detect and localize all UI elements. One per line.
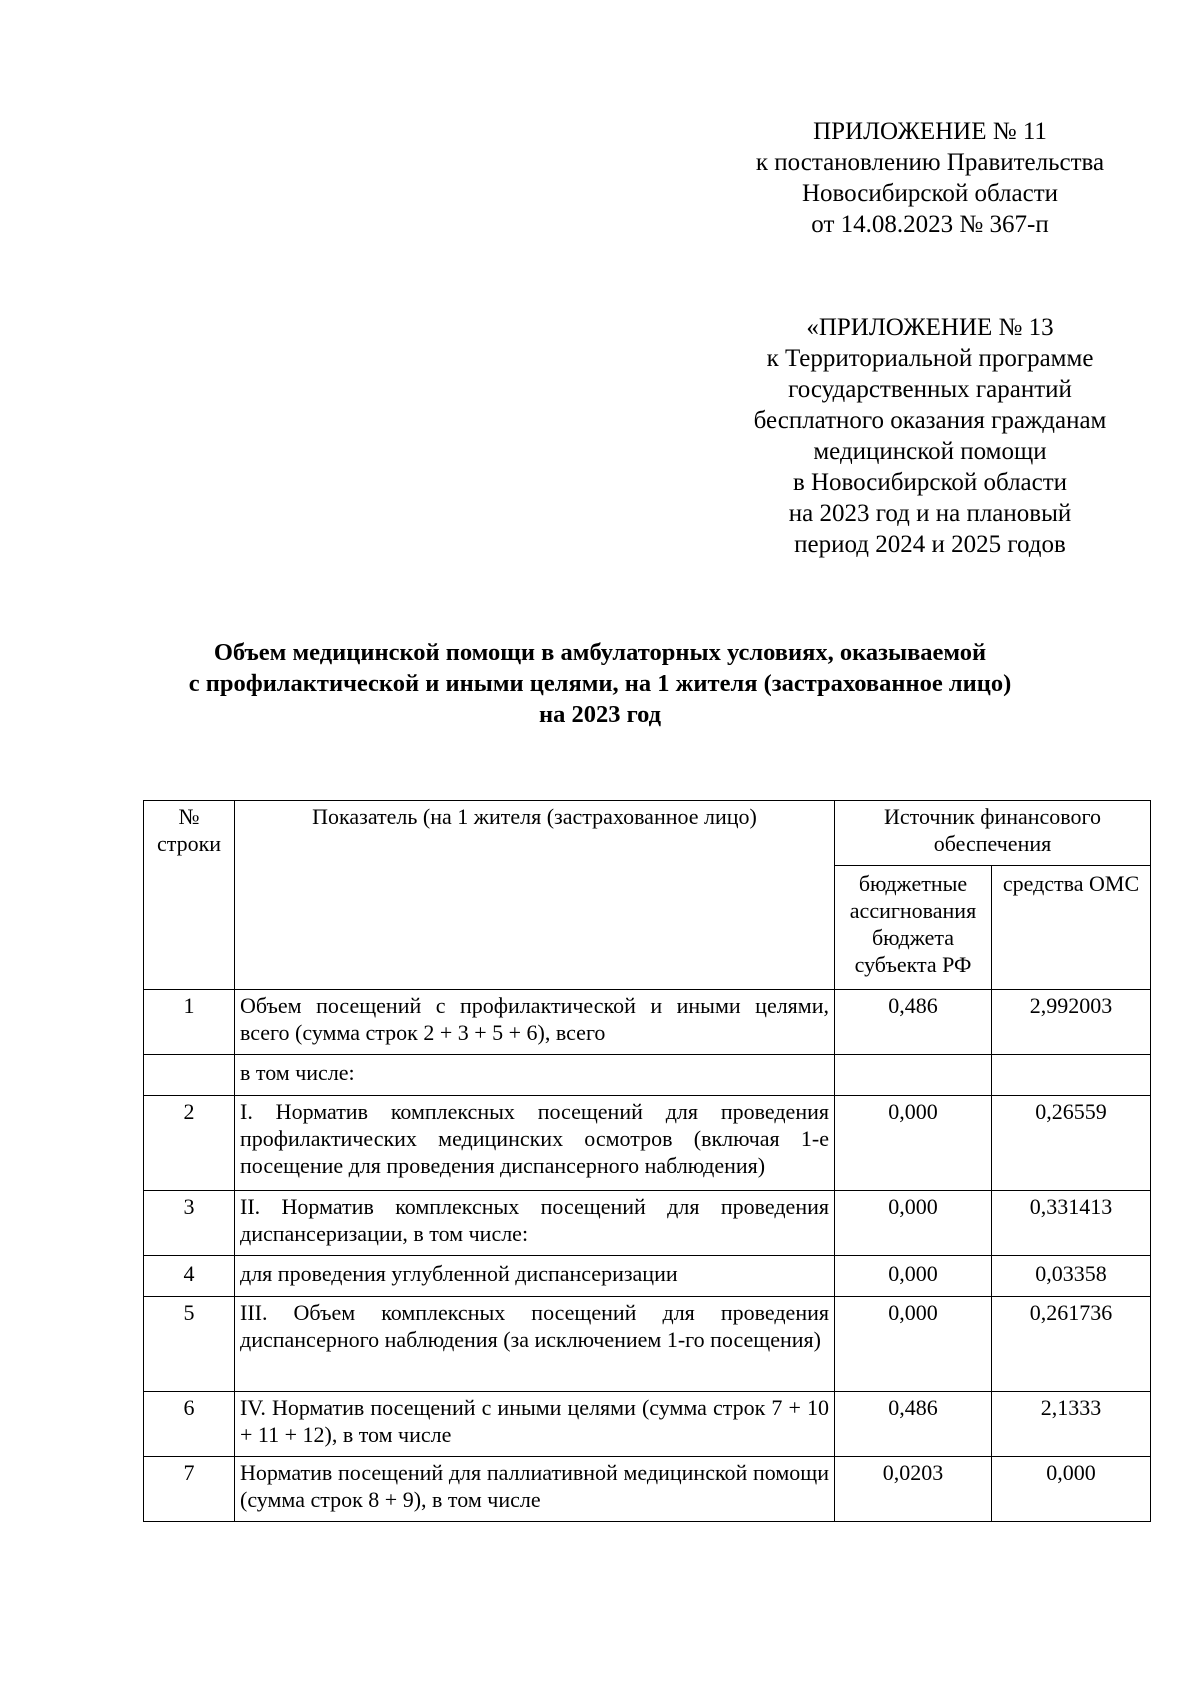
table-row <box>144 1096 1151 1191</box>
appendix-11-line: к постановлению Правительства <box>755 149 1105 176</box>
row-indicator: IV. Норматив посещений с иными целями (сумма строк 7 + 10 + 11 + 12), в том числе <box>235 1392 835 1457</box>
row-indicator: Норматив посещений для паллиативной медицинской помощи (сумма строк 8 + 9), в том числе <box>235 1457 835 1522</box>
row-budget-value: 0,486 <box>835 990 992 1055</box>
document-title <box>100 637 1100 730</box>
row-indicator: III. Объем комплексных посещений для проведения диспансерного наблюдения (за исключением 1-го посещения) <box>235 1297 835 1392</box>
appendix-13-line: медицинской помощи <box>813 438 1047 465</box>
table-row <box>144 1256 1151 1297</box>
appendix-11-line: Новосибирской области <box>801 180 1059 207</box>
row-indicator: II. Норматив комплексных посещений для проведения диспансеризации, в том числе: <box>235 1191 835 1256</box>
row-indicator: Объем посещений с профилактической и иными целями, всего (сумма строк 2 + 3 + 5 + 6), всего <box>235 990 835 1055</box>
row-oms-value: 0,331413 <box>992 1191 1151 1256</box>
header-funding-source: Источник финансового обеспечения <box>835 801 1151 866</box>
row-budget-value: 0,000 <box>835 1256 992 1297</box>
row-indicator: для проведения углубленной диспансеризации <box>235 1256 835 1297</box>
appendix-13-line: на 2023 год и на плановый <box>788 500 1072 527</box>
row-oms-value: 0,03358 <box>992 1256 1151 1297</box>
table-row <box>144 1055 1151 1096</box>
appendix-11-line: от 14.08.2023 № 367-п <box>811 211 1049 238</box>
row-number: 6 <box>144 1392 235 1457</box>
row-indicator: в том числе: <box>235 1055 835 1096</box>
row-number: 5 <box>144 1297 235 1392</box>
document-title-line: Объем медицинской помощи в амбулаторных условиях, оказываемой <box>213 639 987 666</box>
table-row <box>144 1297 1151 1392</box>
header-budget: бюджетные ассигнования бюджета субъекта РФ <box>835 866 992 990</box>
row-oms-value: 0,261736 <box>992 1297 1151 1392</box>
row-oms-value: 2,992003 <box>992 990 1151 1055</box>
row-budget-value: 0,000 <box>835 1191 992 1256</box>
appendix-13-line: период 2024 и 2025 годов <box>794 531 1066 558</box>
table-row <box>144 1392 1151 1457</box>
row-number: 4 <box>144 1256 235 1297</box>
row-oms-value: 0,26559 <box>992 1096 1151 1191</box>
table-header-row <box>144 801 1151 866</box>
row-number: 3 <box>144 1191 235 1256</box>
row-budget-value: 0,000 <box>835 1096 992 1191</box>
row-budget-value: 0,486 <box>835 1392 992 1457</box>
row-budget-value: 0,000 <box>835 1297 992 1392</box>
row-number: 7 <box>144 1457 235 1522</box>
appendix-13-line: государственных гарантий <box>788 376 1072 403</box>
appendix-13-line: бесплатного оказания гражданам <box>753 407 1107 434</box>
header-indicator: Показатель (на 1 жителя (застрахованное лицо) <box>235 801 835 990</box>
row-budget-value: 0,0203 <box>835 1457 992 1522</box>
table-row <box>144 990 1151 1055</box>
appendix-13-header <box>700 312 1160 560</box>
row-number: 1 <box>144 990 235 1055</box>
header-row-number: № строки <box>144 801 235 990</box>
row-budget-value <box>835 1055 992 1096</box>
row-indicator: I. Норматив комплексных посещений для проведения профилактических медицинских осмотров (включая 1-е посещение для проведения диспансерного наблюдения) <box>235 1096 835 1191</box>
document-title-line: с профилактической и иными целями, на 1 жителя (застрахованное лицо) <box>188 670 1012 697</box>
row-oms-value <box>992 1055 1151 1096</box>
header-oms: средства ОМС <box>992 866 1151 990</box>
appendix-11-line: ПРИЛОЖЕНИЕ № 11 <box>813 118 1047 145</box>
document-title-line: на 2023 год <box>538 701 662 728</box>
row-oms-value: 0,000 <box>992 1457 1151 1522</box>
appendix-11-header <box>700 116 1160 240</box>
appendix-13-line: в Новосибирской области <box>792 469 1068 496</box>
appendix-13-line: «ПРИЛОЖЕНИЕ № 13 <box>806 314 1054 341</box>
table-row <box>144 1191 1151 1256</box>
row-oms-value: 2,1333 <box>992 1392 1151 1457</box>
appendix-13-line: к Территориальной программе <box>766 345 1094 372</box>
row-number: 2 <box>144 1096 235 1191</box>
volume-table <box>143 800 1151 1522</box>
row-number <box>144 1055 235 1096</box>
table-row <box>144 1457 1151 1522</box>
